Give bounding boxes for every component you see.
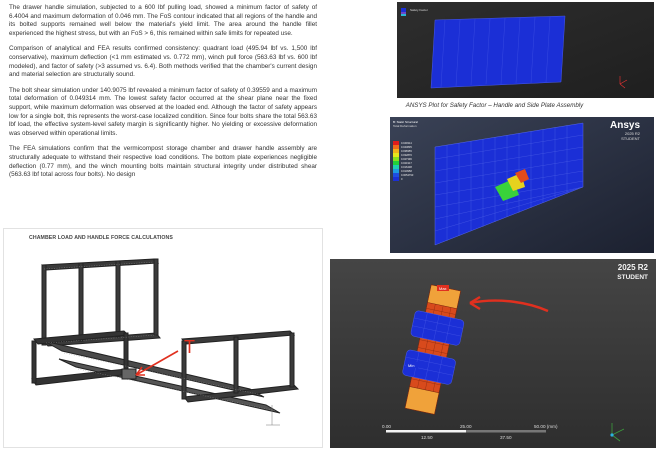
- ansys-deformation-plot: [335, 117, 654, 253]
- ansys-edition: STUDENT: [617, 274, 648, 281]
- paragraph-handle-simulation: The drawer handle simulation, subjected to a 600 lbf pulling load, showed a minimum factor of safety of 6.4004 and maximum deformation of 0.046 mm. The FoS contour indicated that all regions of the handle and its bolted supports remained well below the material's yield limit. The area around the handle fillet experienced the highest stress, but with an FoS > 6, this remained within safe limits for repeated use.: [9, 4, 317, 37]
- report-text-panel: [3, 1, 323, 224]
- ansys-logo: Ansys: [609, 120, 640, 131]
- legend-label: Safety Factor: [410, 8, 428, 12]
- cad-panel-title: CHAMBER LOAD AND HANDLE FORCE CALCULATIONS: [29, 235, 173, 241]
- ansys-deformation-panel: [335, 117, 654, 253]
- ansys-safety-factor-panel: [335, 2, 654, 98]
- cad-frame-panel: [3, 228, 323, 448]
- legend-value: 0.010958: [401, 170, 412, 173]
- ansys-bolt-plot: [330, 259, 656, 448]
- legend-value: 0.027396: [401, 158, 412, 161]
- figure-caption: ANSYS Plot for Safety Factor – Handle and Side Plate Assembly: [405, 102, 584, 109]
- legend-value: 0.049314: [401, 142, 412, 145]
- legend-value: 0.043835: [401, 146, 412, 149]
- scale-subtick: 37.50: [500, 435, 512, 440]
- paragraph-bolt-shear: The bolt shear simulation under 140.9075 lbf revealed a minimum factor of safety of 0.39559 and a maximum total deformation of 0.049314 mm. The lowest safety factor occurred at the shear plane near the fixed support, while maximum deformation was observed at the loaded end. Although the factor of safety appears low for a single bolt, this represents the worst-case localized condition. Since four bolts share the total 563.63 lbf load, the effective system-level safety margin is significantly higher. No yielding or excessive deformation was observed within operational limits.: [9, 86, 317, 137]
- paragraph-conclusion: The FEA simulations confirm that the vermicompost storage chamber and drawer handle assembly are structurally adequate to withstand their respective load conditions. The bottom plate experiences negligible deflection (0.77 mm), and the winch mounting bolts maintain structural integrity under distributed shear (563.63 lbf total across four bolts). No design: [9, 145, 317, 179]
- scale-tick: 50.00 (mm): [534, 424, 558, 429]
- scale-subtick: 12.50: [421, 435, 433, 440]
- legend-value: 0.032876: [401, 154, 412, 157]
- scale-tick: 0.00: [382, 424, 391, 429]
- legend-value: 0.0054793: [401, 174, 414, 177]
- legend-value: 0.038355: [401, 150, 412, 153]
- cad-frame-drawing: [4, 229, 322, 447]
- min-tag: Min: [408, 363, 415, 368]
- force-annotation-mark: T: [184, 337, 195, 357]
- paragraph-comparison: Comparison of analytical and FEA results confirmed consistency: quadrant load (495.94 lbf vs. 1,500 lbf conservative), maximum deflection (<1 mm estimated vs. 0.772 mm), winch pull force (563.63 lbf vs. 600 lbf modeled), and factor of safety (>3 assumed vs. 6.4). Both methods verified that the chamber's current design and material selection are structurally sound.: [9, 45, 317, 79]
- max-tag: Max: [439, 286, 447, 291]
- result-subtitle: Total Deformation: [393, 124, 417, 128]
- legend-value: 0: [401, 178, 403, 181]
- ansys-version: 2025 R2: [617, 263, 648, 272]
- ansys-edition: STUDENT: [621, 136, 640, 141]
- legend-value: 0.021917: [401, 162, 412, 165]
- result-title: B: Static Structural: [393, 120, 418, 124]
- legend-value: 0.016438: [401, 166, 412, 169]
- scale-tick: 25.00: [460, 424, 472, 429]
- ansys-bolt-panel: [330, 259, 656, 448]
- ansys-safety-factor-plot: [335, 2, 654, 98]
- ansys-version: 2025 R2: [624, 131, 640, 136]
